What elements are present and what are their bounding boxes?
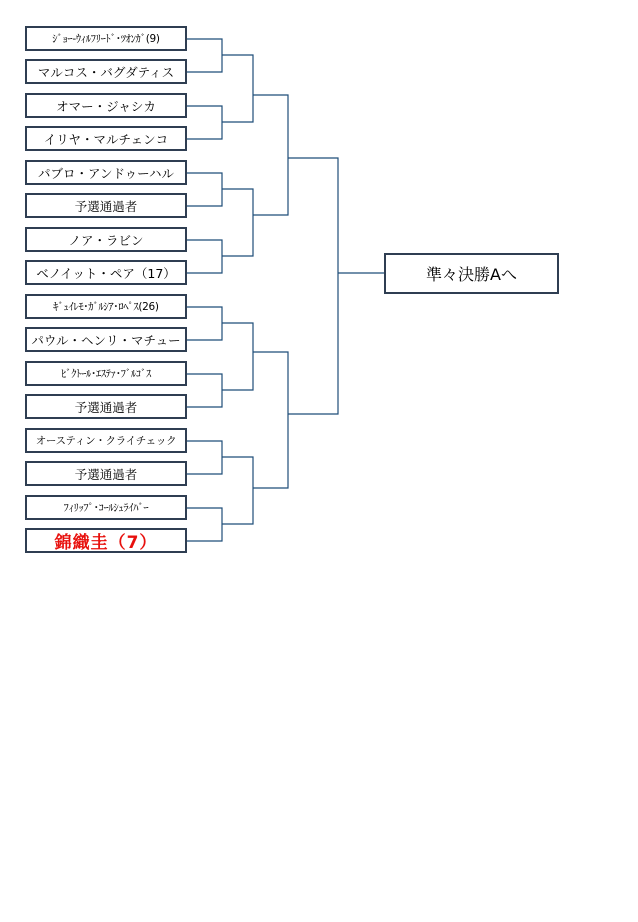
player-3-name: オマー・ジャシカ bbox=[56, 98, 156, 114]
r1-match-5 bbox=[187, 307, 222, 340]
quarterfinal-a-label: 準々決勝Aへ bbox=[426, 265, 517, 284]
player-16-name: 錦織圭（7） bbox=[54, 533, 158, 553]
quarterfinal-a-box bbox=[384, 253, 559, 294]
r2-match-3 bbox=[222, 323, 253, 390]
player-1-name: ｼﾞｮｰ-ｳｨﾙﾌﾘｰﾄﾞ･ﾂｵﾝｶﾞ(9) bbox=[52, 33, 160, 45]
player-4-name: イリヤ・マルチェンコ bbox=[43, 131, 169, 147]
player-11-name: ﾋﾞｸﾄｰﾙ･ｴｽﾃｧ･ﾌﾞﾙｺﾞｽ bbox=[61, 368, 151, 380]
player-2-name: マルコス・バグダティス bbox=[37, 64, 175, 80]
r1-match-8 bbox=[187, 508, 222, 541]
r1-match-7 bbox=[187, 441, 222, 474]
r4-match-1 bbox=[288, 158, 338, 414]
player-9-name: ｷﾞｭｲﾚﾓ･ｶﾞﾙｼｱ･ﾛﾍﾟｽ(26) bbox=[53, 301, 159, 313]
r3-match-1 bbox=[253, 95, 288, 215]
player-5-name: パブロ・アンドゥーハル bbox=[37, 165, 175, 181]
r2-match-1 bbox=[222, 55, 253, 122]
player-10-name: パウル・ヘンリ・マチュー bbox=[31, 332, 181, 348]
player-15-name: ﾌｨﾘｯﾌﾟ･ｺｰﾙｼｭﾗｲﾊﾞｰ bbox=[63, 502, 149, 514]
r1-match-4 bbox=[187, 240, 222, 273]
player-7-name: ノア・ラビン bbox=[68, 232, 144, 248]
player-6-name: 予選通過者 bbox=[74, 198, 138, 214]
r2-match-4 bbox=[222, 457, 253, 524]
r3-match-2 bbox=[253, 352, 288, 488]
player-12-name: 予選通過者 bbox=[74, 399, 138, 415]
r1-match-6 bbox=[187, 374, 222, 407]
r1-match-2 bbox=[187, 106, 222, 139]
player-13-name: オースティン・クライチェック bbox=[35, 435, 177, 447]
r1-match-3 bbox=[187, 173, 222, 206]
r1-match-1 bbox=[187, 39, 222, 72]
player-14-name: 予選通過者 bbox=[74, 466, 138, 482]
r2-match-2 bbox=[222, 189, 253, 256]
bracket-connectors bbox=[187, 39, 384, 541]
player-8-name: ベノイット・ペア（17） bbox=[36, 265, 176, 281]
